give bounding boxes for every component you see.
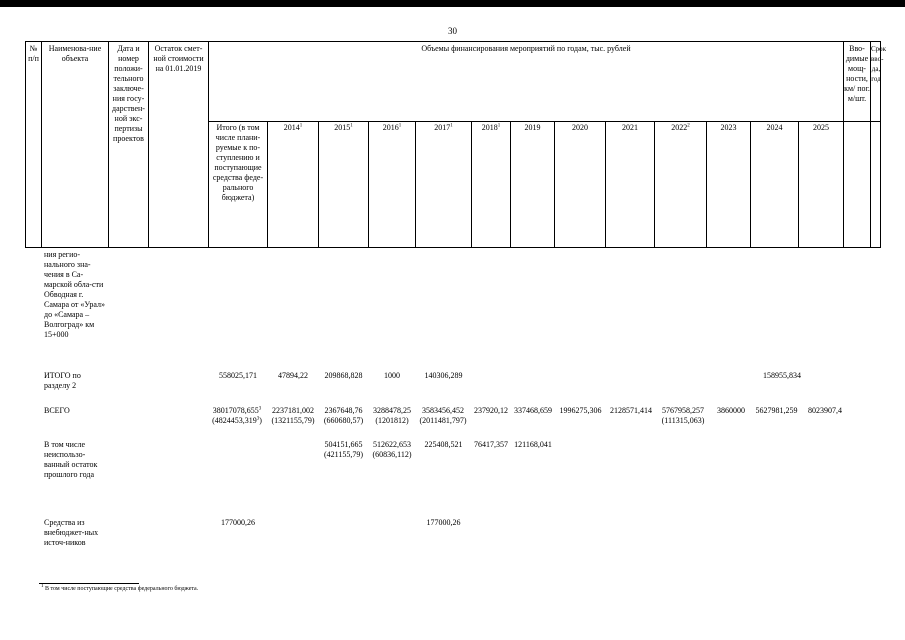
col-header-total: Итого (в том числе плани-руемые к по-ступлению и поступающие средства феде-рального бюджета) [212,123,264,202]
cell-2023: 3860000 [717,406,745,415]
cell-2017: 3583456,452 (2011481,797) [419,406,467,425]
page-number: 30 [448,26,457,36]
cell-2019: 337468,659 [514,406,552,415]
cell-2017: 225408,521 [424,440,463,449]
year-header-2023: 2023 [720,123,737,132]
cell-2014: 47894,22 [278,371,308,380]
year-header-2017: 2017$^1$ [434,123,453,132]
cell-2024: 5627981,259 [755,406,798,415]
row-label-vsego: ВСЕГО [44,406,70,415]
col-header-name: Наименова-ние объекта [48,44,102,63]
year-header-2024: 2024 [766,123,783,132]
cell-2014: 2237181,002 (1321155,79) [271,406,315,425]
cell-2015: 504151,665 (421155,79) [323,440,364,459]
object-name-continued: ния регио-нального зна-чения в Са-марской обла-сти Обводная г. Самара от «Урал» до «Самара – Волгоград» км 15+000 [44,250,105,339]
col-header-expertise: Дата и номер положи-тельного заключе-ния госу-дарствен-ной экс-пертизы проектов [112,44,145,143]
cell-2019: 121168,041 [514,440,552,449]
row-label-extrabudget: Средства из внебюджет-ных источ-ников [44,518,99,547]
col-header-number: № п/п [28,44,39,63]
year-header-2020: 2020 [572,123,588,132]
year-header-2014: 2014$^1$ [283,123,303,132]
cell-2020: 1996275,306 [559,406,602,415]
cell-total: 558025,171 [219,371,257,380]
cell-2018: 237920,12 [474,406,508,415]
year-header-2018: 2018$^1$ [481,123,501,132]
cell-total: 38017078,655$^3$ (4824453,319$^3$) [212,406,262,425]
top-border [0,0,905,7]
year-header-2019: 2019 [524,123,541,132]
year-header-2021: 2021 [622,123,638,132]
footnote: $^1$ В том числе поступающие средства федерального бюджета. [41,584,199,592]
footnote-separator [39,583,139,584]
row-label-itogo: ИТОГО по разделу 2 [44,371,81,390]
year-header-2016: 2016$^1$ [382,123,402,132]
cell-2018: 76417,357 [474,440,508,449]
cell-2025: 8023907,4 [808,406,842,415]
col-header-balance: Остаток смет-ной стоимости на 01.01.2019 [153,44,204,73]
row-label-unused: В том числе неиспользо-ванный остаток прошлого года [44,440,98,479]
year-header-2015: 2015$^1$ [334,123,353,132]
col-header-term: Срок вво-да, год [871,45,887,83]
cell-2021: 2128571,414 [610,406,652,415]
col-header-funding: Объемы финансирования мероприятий по годам, тыс. рублей [421,44,631,53]
col-header-capacity: Вво-димые мощ-ности, км/ пог. м/шт. [844,44,870,103]
cell-total: 177000,26 [221,518,255,527]
cell-2016: 1000 [384,371,400,380]
year-header-2025: 2025 [813,123,829,132]
year-header-2022: 2022$^2$ [671,123,690,132]
cell-2022: 5767958,257 (111315,063) [661,406,705,425]
cell-2017: 177000,26 [426,518,461,527]
cell-2016: 3288478,25 (1201812) [373,406,411,425]
cell-2015: 209868,828 [324,371,363,380]
cell-2015: 2367648,76 (660680,57) [323,406,364,425]
cell-2024: 158955,834 [763,371,801,380]
cell-2016: 512622,653 (60836,112) [372,440,412,459]
cell-2017: 140306,289 [424,371,463,380]
